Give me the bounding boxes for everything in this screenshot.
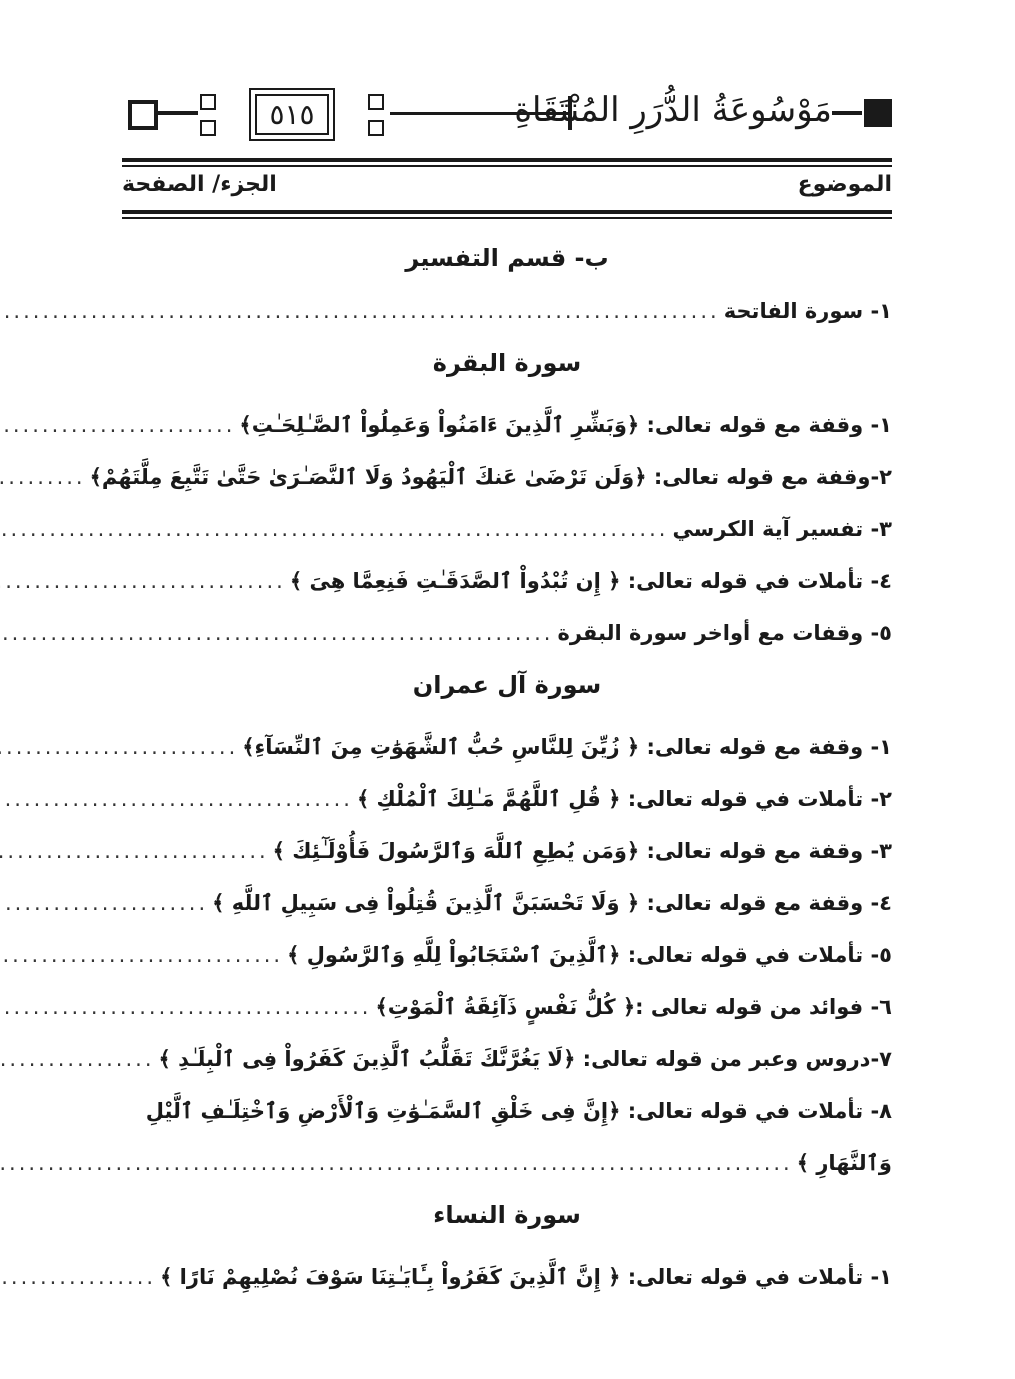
- toc-entry[interactable]: [122, 773, 892, 825]
- entry-topic: ٣- تفسير آية الكرسي: [672, 517, 892, 541]
- bottom-rule-thin: [122, 217, 892, 219]
- leader-dots: [0, 825, 273, 877]
- column-page-heading: الجزء/ الصفحة: [122, 172, 277, 197]
- section-title-nisa: سورة النساء: [433, 1201, 581, 1229]
- toc-entry[interactable]: [122, 555, 892, 607]
- section-title-al-imran: سورة آل عمران: [412, 671, 602, 699]
- column-headers: [122, 172, 892, 208]
- frame-ornament-tl: [200, 94, 216, 110]
- entry-topic: ١- وقفة مع قوله تعالى: ﴿ زُيِّنَ لِلنَّاسِ حُبُّ ٱلشَّهَوَٰتِ مِنَ ٱلنِّسَآءِ﴾: [242, 735, 892, 759]
- leader-dots: [0, 285, 724, 337]
- leader-dots: [0, 607, 557, 659]
- toc-entry[interactable]: [89, 451, 892, 503]
- header-line-right: [832, 111, 862, 115]
- leader-dots: [0, 1251, 160, 1303]
- header-ornament-square-right: [864, 99, 892, 127]
- toc-entry[interactable]: [122, 285, 892, 337]
- leader-dots: [0, 451, 90, 503]
- column-topic-heading: الموضوع: [797, 172, 892, 197]
- entry-topic: ١- سورة الفاتحة: [723, 299, 892, 323]
- entry-topic: ٧-دروس وعبر من قوله تعالى: ﴿لَا يَغُرَّنَّكَ تَقَلُّبُ ٱلَّذِينَ كَفَرُواْ فِى ٱلْبِلَـٰدِ ﴾: [158, 1047, 892, 1071]
- bottom-rule-thick: [122, 210, 892, 214]
- toc-entry[interactable]: [122, 503, 892, 555]
- frame-ornament-br: [368, 120, 384, 136]
- header-ornament-square-left: [128, 100, 158, 130]
- toc-entry[interactable]: [122, 607, 892, 659]
- page-number-frame: [192, 88, 392, 140]
- entry-topic: ٣- وقفة مع قوله تعالى: ﴿وَمَن يُطِعِ ٱللَّهَ وَٱلرَّسُولَ فَأُوْلَـٰٓئِكَ ﴾: [272, 839, 892, 863]
- section-title-tafsir: ب- قسم التفسير: [405, 244, 609, 272]
- top-rule-thick: [122, 158, 892, 162]
- entry-topic-continuation: وَٱلنَّهَارِ ﴾: [796, 1151, 892, 1175]
- entry-topic: ٤- تأملات في قوله تعالى: ﴿ إِن تُبْدُواْ ٱلصَّدَقَـٰتِ فَنِعِمَّا هِىَ ﴾: [289, 569, 892, 593]
- entry-topic: ٥- وقفات مع أواخر سورة البقرة: [557, 621, 892, 645]
- toc-entry-continuation[interactable]: [122, 1137, 892, 1189]
- entry-topic: ٨- تأملات في قوله تعالى: ﴿إِنَّ فِى خَلْقِ ٱلسَّمَـٰوَٰتِ وَٱلْأَرْضِ وَٱخْتِلَـٰفِ ٱلَّيْلِ: [145, 1099, 892, 1123]
- top-rule-thin: [122, 165, 892, 167]
- leader-dots: [0, 1137, 797, 1189]
- page-header: [122, 86, 892, 148]
- leader-dots: [0, 503, 672, 555]
- entry-topic: ٢-وقفة مع قوله تعالى: ﴿وَلَن تَرْضَىٰ عَنكَ ٱلْيَهُودُ وَلَا ٱلنَّصَـٰرَىٰ حَتَّىٰ تَتَّبِعَ مِلَّتَهُمْ﴾: [89, 465, 892, 489]
- page-number: ٥١٥: [255, 94, 328, 135]
- leader-dots: [0, 721, 242, 773]
- book-title: مَوْسُوعَةُ الدُّرَرِ المُنْتَقَاةِ: [514, 90, 832, 130]
- entry-topic: ٦- فوائد من قوله تعالى :﴿ كُلُّ نَفْسٍ ذَآئِقَةُ ٱلْمَوْتِ﴾: [375, 995, 892, 1019]
- toc-entry[interactable]: [122, 721, 892, 773]
- toc-entry[interactable]: [122, 1251, 892, 1303]
- leader-dots: [0, 877, 212, 929]
- entry-topic: ١- تأملات في قوله تعالى: ﴿ إِنَّ ٱلَّذِينَ كَفَرُواْ بِـَٔايَـٰتِنَا سَوْفَ نُصْلِيهِمْ نَارًا ﴾: [160, 1265, 892, 1289]
- toc-entry[interactable]: [122, 929, 892, 981]
- toc-entry[interactable]: [122, 825, 892, 877]
- leader-dots: [0, 773, 357, 825]
- frame-ornament-tr: [368, 94, 384, 110]
- entry-topic: ٤- وقفة مع قوله تعالى: ﴿ وَلَا تَحْسَبَنَّ ٱلَّذِينَ قُتِلُواْ فِى سَبِيلِ ٱللَّهِ ﴾: [212, 891, 892, 915]
- toc-entry[interactable]: [122, 1033, 892, 1085]
- entry-topic: ٥- تأملات في قوله تعالى: ﴿ٱلَّذِينَ ٱسْتَجَابُواْ لِلَّهِ وَٱلرَّسُولِ ﴾: [287, 943, 892, 967]
- toc-entry[interactable]: [122, 877, 892, 929]
- toc-entry[interactable]: [122, 399, 892, 451]
- leader-dots: [0, 555, 290, 607]
- leader-dots: [0, 981, 375, 1033]
- leader-dots: [0, 1033, 159, 1085]
- leader-dots: [0, 399, 239, 451]
- entry-topic: ٢- تأملات في قوله تعالى: ﴿ قُلِ ٱللَّهُمَّ مَـٰلِكَ ٱلْمُلْكِ ﴾: [356, 787, 892, 811]
- section-title-baqarah: سورة البقرة: [432, 349, 582, 377]
- toc-entry[interactable]: [122, 981, 892, 1033]
- toc-content: [89, 235, 892, 1303]
- toc-entry-multiline[interactable]: [122, 1085, 892, 1137]
- entry-topic: ١- وقفة مع قوله تعالى: ﴿وَبَشِّرِ ٱلَّذِينَ ءَامَنُواْ وَعَمِلُواْ ٱلصَّـٰلِحَـٰتِ﴾: [239, 413, 892, 437]
- frame-ornament-bl: [200, 120, 216, 136]
- leader-dots: [0, 929, 287, 981]
